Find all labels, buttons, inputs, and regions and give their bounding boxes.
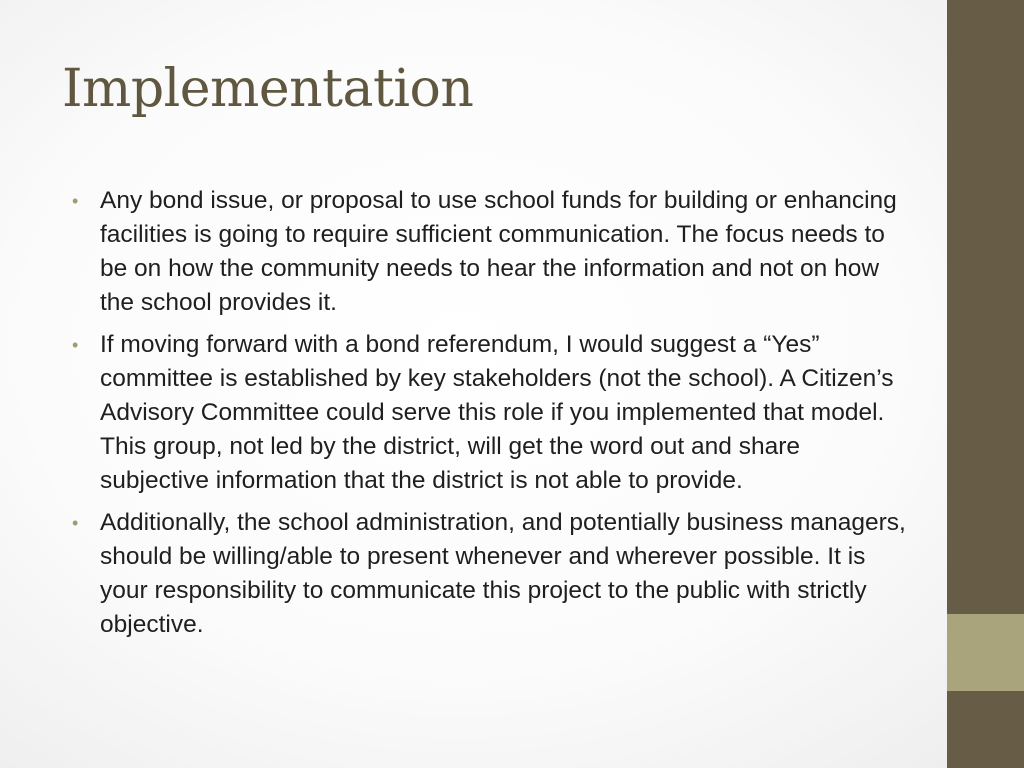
bullet-list [72,184,912,650]
bullet-text: Any bond issue, or proposal to use school funds for building or enhancing facilities is going to require sufficient communication. The focus needs to be on how the community needs to hear the information and not on how the school provides it. [100,187,897,316]
bullet-text: If moving forward with a bond referendum, I would suggest a “Yes” committee is established by key stakeholders (not the school). A Citizen’s Advisory Committee could serve this role if you implemented that model. This group, not led by the district, will get the word out and share subjective information that the district is not able to provide. [100,331,894,494]
bullet-dot-icon: • [72,191,79,211]
bullet-text: Additionally, the school administration, and potentially business managers, should be willing/able to present whenever and wherever possible. It is your responsibility to communicate this project to the public with strictly objective. [100,509,906,638]
slide-title: Implementation [62,59,474,119]
side-accent-block [947,614,1024,691]
bullet-item [72,328,912,498]
bullet-dot-icon: • [72,513,79,533]
bullet-item [72,184,912,320]
bullet-item [72,506,912,642]
bullet-dot-icon: • [72,335,79,355]
